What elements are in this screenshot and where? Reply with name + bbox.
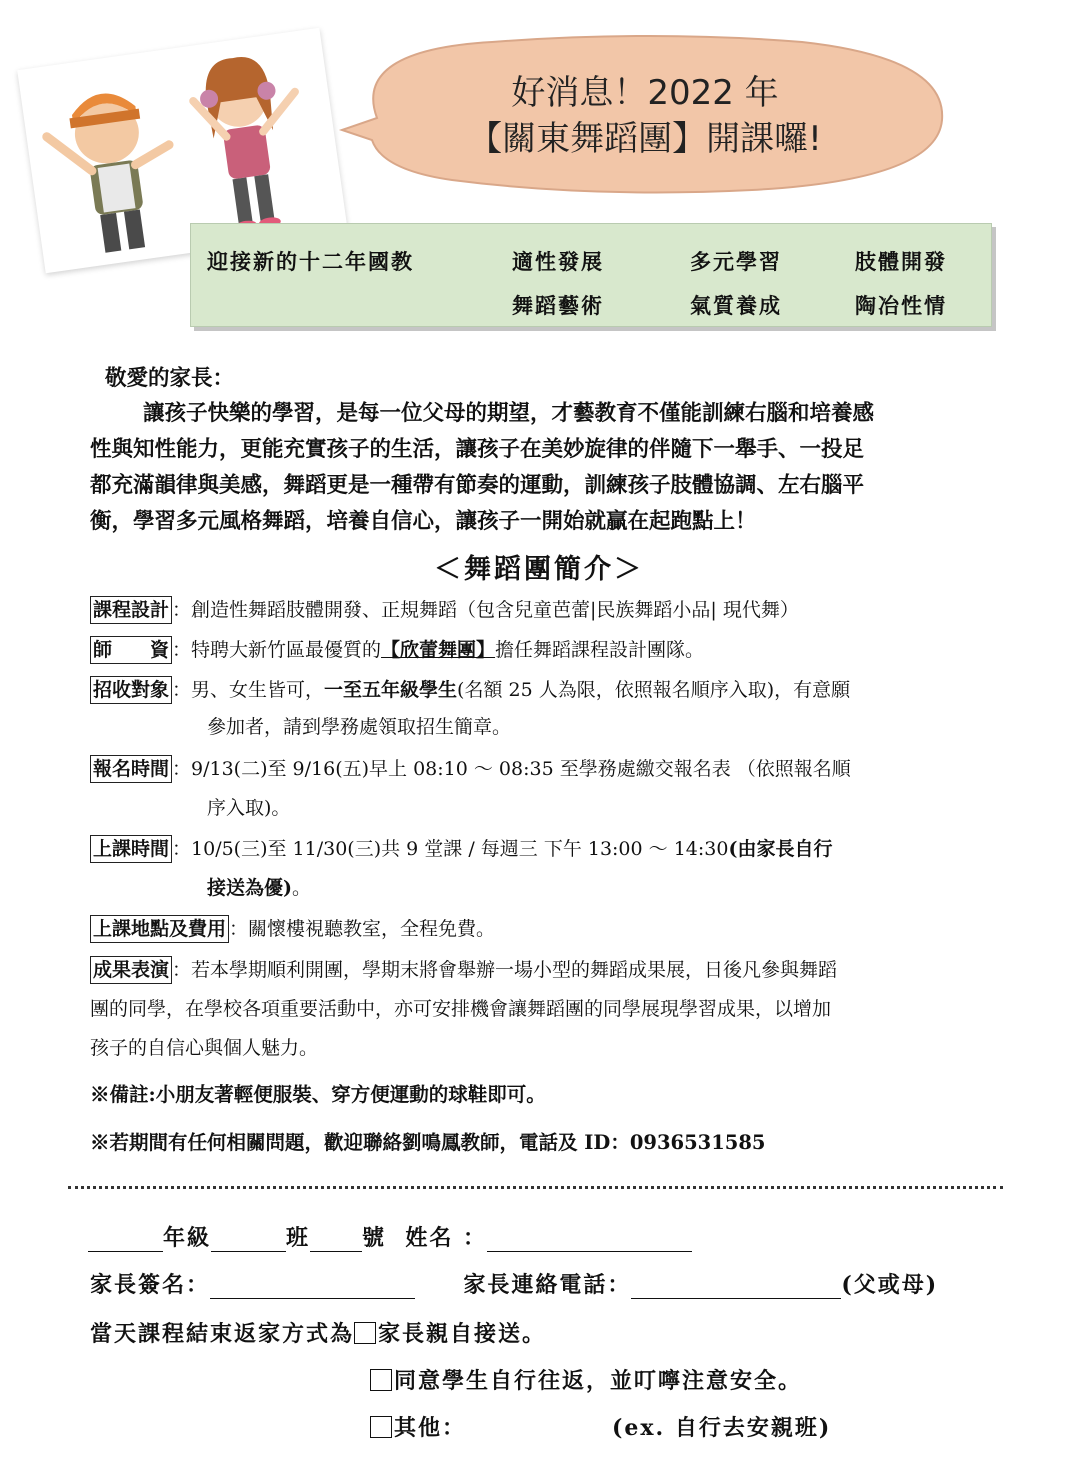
return-prompt: 當天課程結束返家方式為 bbox=[90, 1321, 355, 1347]
number-label: 號 bbox=[362, 1225, 387, 1251]
letter-body-line: 性與知性能力，更能充實孩子的生活，讓孩子在美妙旋律的伴隨下一舉手、一投足 bbox=[90, 437, 865, 462]
parent-phone-field[interactable] bbox=[631, 1276, 841, 1299]
letter-body-line: 衡，學習多元風格舞蹈，培養自信心，讓孩子一開始就贏在起跑點上！ bbox=[90, 509, 757, 534]
performance-line2: 團的同學，在學校各項重要活動中，亦可安排機會讓舞蹈團的同學展現學習成果，以增加 bbox=[90, 998, 832, 1020]
target-text-end: (名額 25 人為限，依照報名順序入取)，有意願 bbox=[457, 679, 851, 701]
teacher-text: ：特聘大新竹區最優質的 bbox=[172, 639, 382, 661]
teacher-label: 師 資 bbox=[90, 636, 172, 664]
performance-text: ：若本學期順利開團，學期末將會舉辦一場小型的舞蹈成果展，日後凡參與舞蹈 bbox=[172, 959, 838, 981]
note-attire: ※備註:小朋友著輕便服裝、穿方便運動的球鞋即可。 bbox=[90, 1083, 546, 1106]
option-other-label: 其他： bbox=[394, 1415, 467, 1441]
banner-item: 氣質養成 bbox=[690, 293, 782, 318]
schedule-text: ：10/5(三)至 11/30(三)共 9 堂課 / 每週三 下午 13:00 ～ 14:30 bbox=[172, 838, 729, 860]
option-self-return-checkbox[interactable] bbox=[370, 1369, 392, 1391]
grade-label: 年級 bbox=[163, 1225, 212, 1251]
target-line2: 參加者，請到學務處領取招生簡章。 bbox=[207, 716, 512, 738]
headline-line1: 好消息！2022 年 bbox=[511, 73, 779, 113]
schedule-note: (由家長自行 bbox=[728, 838, 833, 860]
course-label: 課程設計 bbox=[90, 596, 172, 624]
location-text: ：關懷樓視聽教室，全程免費。 bbox=[229, 918, 496, 940]
signup-line2: 序入取)。 bbox=[207, 797, 291, 819]
schedule-line2 bbox=[207, 875, 311, 901]
headline-line2: 【關東舞蹈團】開課囉! bbox=[468, 119, 822, 159]
option-parent-pickup-checkbox[interactable] bbox=[354, 1322, 376, 1344]
course-row bbox=[90, 596, 799, 624]
signup-text: ：9/13(二)至 9/16(五)早上 08:10 ～ 08:35 至學務處繳交報名表 （依照報名順 bbox=[172, 758, 851, 780]
headline bbox=[395, 70, 895, 162]
grade-field[interactable] bbox=[88, 1229, 163, 1252]
parent-sign-label: 家長簽名： bbox=[90, 1272, 211, 1298]
teacher-text-end: 擔任舞蹈課程設計團隊。 bbox=[495, 639, 705, 661]
option-other-example: (ex. 自行去安親班) bbox=[612, 1415, 832, 1441]
target-grades: 一至五年級學生 bbox=[324, 679, 458, 701]
option-other-row bbox=[370, 1411, 466, 1442]
teacher-troupe: 【欣蕾舞團】 bbox=[381, 639, 496, 661]
cut-line bbox=[68, 1186, 1003, 1189]
student-info-row bbox=[88, 1221, 692, 1252]
option-other-checkbox[interactable] bbox=[370, 1416, 392, 1438]
signup-row bbox=[90, 755, 851, 783]
note-contact: ※若期間有任何相關問題，歡迎聯絡劉鳴鳳教師，電話及 ID：0936531585 bbox=[90, 1131, 766, 1154]
target-label: 招收對象 bbox=[90, 676, 172, 704]
target-text: ：男、女生皆可， bbox=[172, 679, 325, 701]
banner-item: 肢體開發 bbox=[855, 249, 947, 274]
option-self-row bbox=[370, 1364, 802, 1395]
performance-label: 成果表演 bbox=[90, 956, 172, 984]
banner-item: 適性發展 bbox=[512, 249, 604, 274]
target-row bbox=[90, 676, 850, 704]
banner-item: 陶冶性情 bbox=[855, 293, 947, 318]
location-row bbox=[90, 915, 495, 943]
letter-body-line: 讓孩子快樂的學習，是每一位父母的期望，才藝教育不僅能訓練右腦和培養感 bbox=[143, 401, 875, 426]
letter-greeting: 敬愛的家長： bbox=[105, 366, 235, 391]
signup-label: 報名時間 bbox=[90, 755, 172, 783]
location-label: 上課地點及費用 bbox=[90, 915, 229, 943]
banner-item: 多元學習 bbox=[690, 249, 782, 274]
parent-note: (父或母) bbox=[841, 1272, 939, 1298]
schedule-period: 。 bbox=[292, 877, 312, 899]
parent-phone-label: 家長連絡電話： bbox=[463, 1272, 632, 1298]
name-label: 姓名 ： bbox=[405, 1225, 488, 1251]
intro-title: ＜舞蹈團簡介＞ bbox=[434, 554, 644, 585]
letter-body-line: 都充滿韻律與美感，舞蹈更是一種帶有節奏的運動，訓練孩子肢體協調、左右腦平 bbox=[90, 473, 865, 498]
course-text: ：創造性舞蹈肢體開發、正規舞蹈（包含兒童芭蕾|民族舞蹈小品| 現代舞） bbox=[172, 599, 799, 621]
schedule-note-end: 接送為優) bbox=[207, 877, 292, 899]
option-self-return-label: 同意學生自行往返，並叮嚀注意安全。 bbox=[394, 1368, 803, 1394]
teacher-row bbox=[90, 636, 704, 664]
number-field[interactable] bbox=[310, 1229, 362, 1252]
parent-row bbox=[90, 1268, 938, 1299]
performance-row bbox=[90, 956, 837, 984]
name-field[interactable] bbox=[487, 1229, 692, 1252]
performance-line3: 孩子的自信心與個人魅力。 bbox=[90, 1037, 319, 1059]
class-field[interactable] bbox=[211, 1229, 286, 1252]
parent-sign-field[interactable] bbox=[210, 1276, 415, 1299]
class-label: 班 bbox=[286, 1225, 311, 1251]
banner-slogan: 迎接新的十二年國教 bbox=[207, 249, 414, 274]
return-row bbox=[90, 1317, 546, 1348]
schedule-row bbox=[90, 835, 832, 863]
schedule-label: 上課時間 bbox=[90, 835, 172, 863]
option-parent-pickup-label: 家長親自接送。 bbox=[378, 1321, 547, 1347]
banner-item: 舞蹈藝術 bbox=[512, 293, 604, 318]
